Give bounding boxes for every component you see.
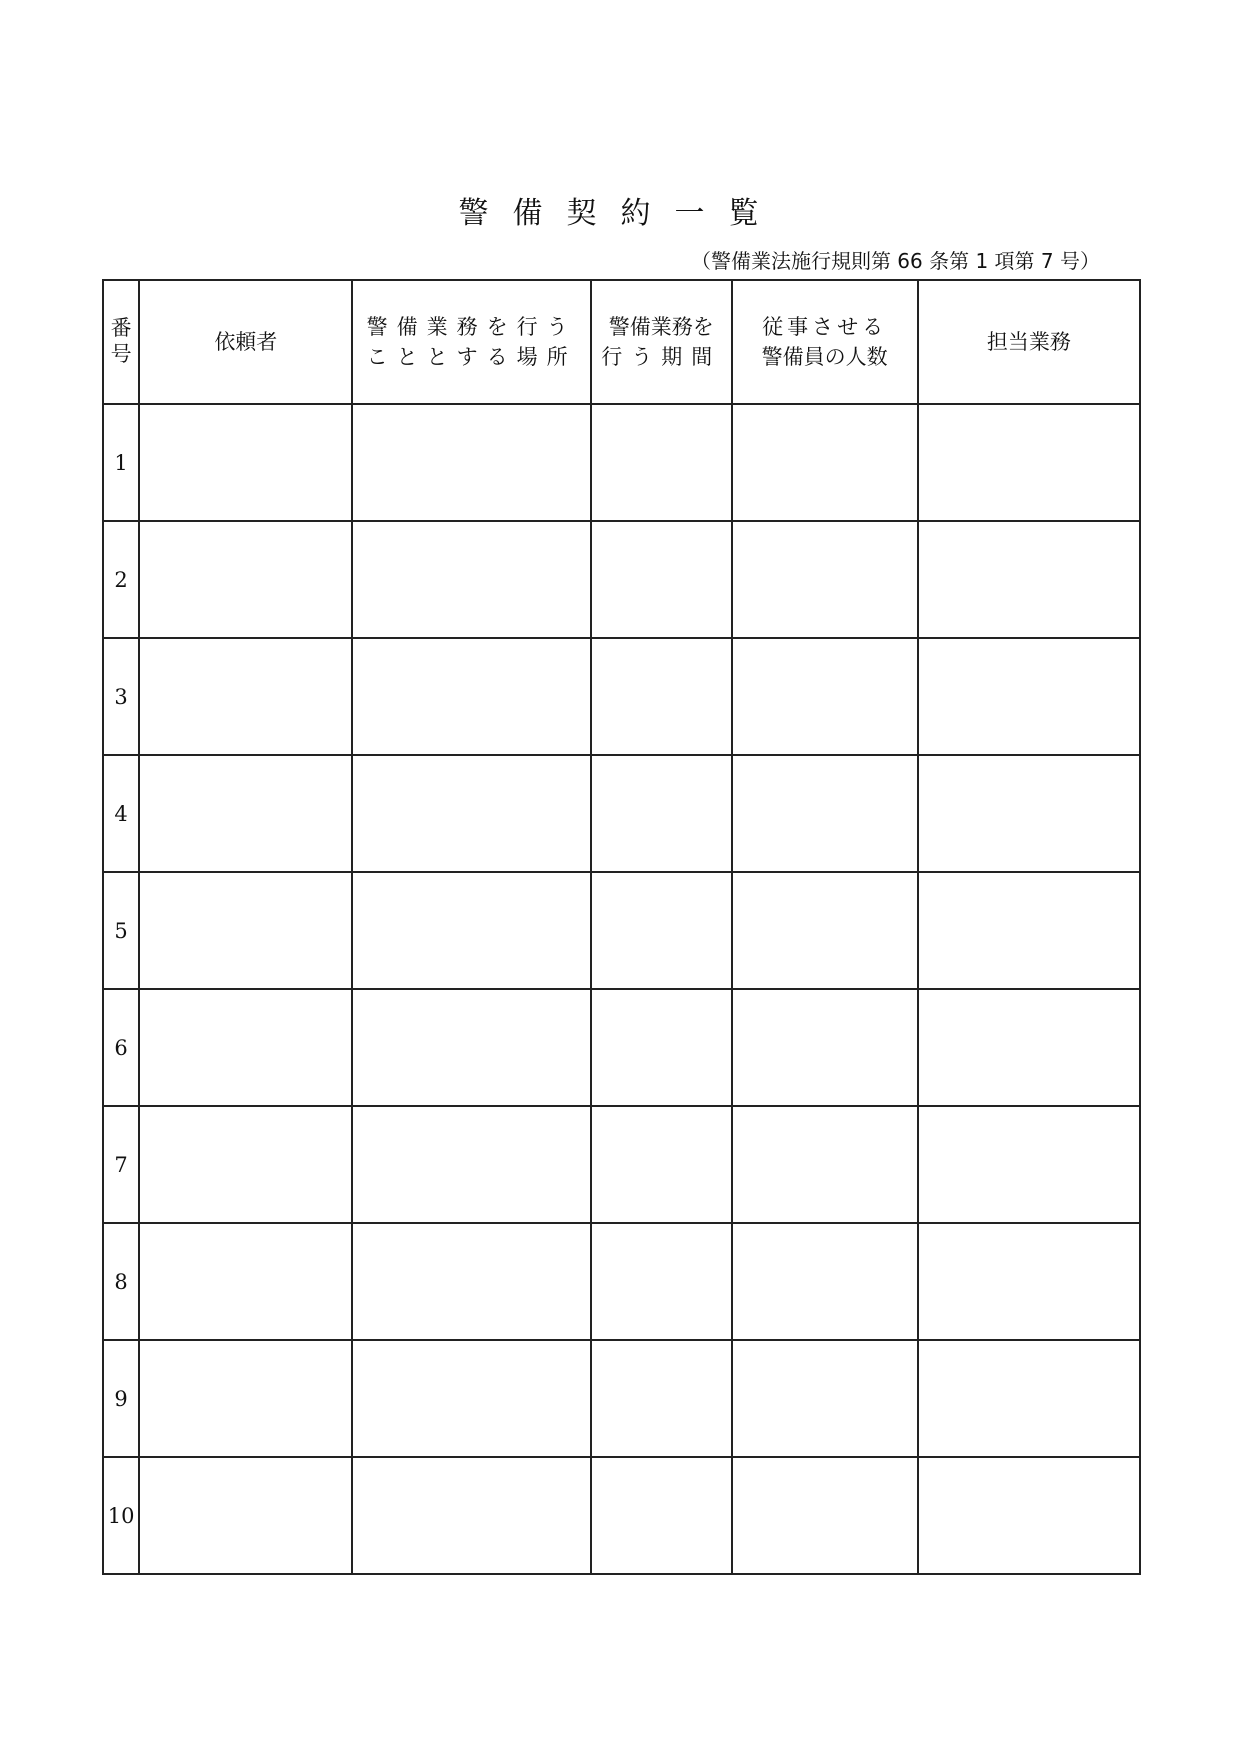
client-cell[interactable] — [139, 1106, 352, 1223]
header-number-label: 番号 — [110, 316, 132, 366]
table-row — [103, 1457, 1140, 1574]
duty-cell[interactable] — [918, 1457, 1140, 1574]
row-number: 4 — [103, 755, 139, 872]
contract-table — [102, 279, 1141, 1575]
duty-cell[interactable] — [918, 1223, 1140, 1340]
client-cell[interactable] — [139, 989, 352, 1106]
duty-cell[interactable] — [918, 638, 1140, 755]
place-cell[interactable] — [352, 989, 590, 1106]
place-cell[interactable] — [352, 1340, 590, 1457]
table-row — [103, 872, 1140, 989]
client-cell[interactable] — [139, 638, 352, 755]
period-cell[interactable] — [591, 1106, 732, 1223]
staff-cell[interactable] — [732, 521, 918, 638]
duty-cell[interactable] — [918, 872, 1140, 989]
table-row — [103, 1106, 1140, 1223]
header-period-line1: 警備業務を — [608, 315, 714, 339]
table-row — [103, 1223, 1140, 1340]
row-number: 1 — [103, 404, 139, 521]
place-cell[interactable] — [352, 872, 590, 989]
header-place-line1: 警備業務を行う — [366, 315, 577, 339]
client-cell[interactable] — [139, 755, 352, 872]
header-place-line2: こととする場所 — [366, 345, 577, 369]
document-title: 警備契約一覧 — [458, 196, 783, 231]
client-cell[interactable] — [139, 1340, 352, 1457]
duty-cell[interactable] — [918, 1340, 1140, 1457]
table-header-row — [103, 280, 1140, 404]
client-cell[interactable] — [139, 404, 352, 521]
row-number: 9 — [103, 1340, 139, 1457]
place-cell[interactable] — [352, 404, 590, 521]
staff-cell[interactable] — [732, 989, 918, 1106]
staff-cell[interactable] — [732, 1106, 918, 1223]
legal-citation: （警備業法施行規則第 66 条第 1 項第 7 号） — [690, 249, 1100, 273]
duty-cell[interactable] — [918, 521, 1140, 638]
table-row — [103, 989, 1140, 1106]
staff-cell[interactable] — [732, 1340, 918, 1457]
duty-cell[interactable] — [918, 989, 1140, 1106]
staff-cell[interactable] — [732, 1223, 918, 1340]
period-cell[interactable] — [591, 404, 732, 521]
table-row — [103, 1340, 1140, 1457]
period-cell[interactable] — [591, 638, 732, 755]
row-number: 3 — [103, 638, 139, 755]
row-number: 8 — [103, 1223, 139, 1340]
header-staff — [732, 280, 918, 404]
staff-cell[interactable] — [732, 755, 918, 872]
staff-cell[interactable] — [732, 638, 918, 755]
place-cell[interactable] — [352, 521, 590, 638]
period-cell[interactable] — [591, 1340, 732, 1457]
staff-cell[interactable] — [732, 1457, 918, 1574]
period-cell[interactable] — [591, 521, 732, 638]
period-cell[interactable] — [591, 989, 732, 1106]
duty-cell[interactable] — [918, 1106, 1140, 1223]
header-client-label: 依頼者 — [214, 330, 278, 354]
period-cell[interactable] — [591, 872, 732, 989]
period-cell[interactable] — [591, 1223, 732, 1340]
period-cell[interactable] — [591, 1457, 732, 1574]
period-cell[interactable] — [591, 755, 732, 872]
header-place — [352, 280, 590, 404]
place-cell[interactable] — [352, 638, 590, 755]
table-row — [103, 404, 1140, 521]
client-cell[interactable] — [139, 872, 352, 989]
staff-cell[interactable] — [732, 404, 918, 521]
header-staff-line1: 従事させる — [762, 315, 888, 339]
header-duty — [918, 280, 1140, 404]
row-number: 7 — [103, 1106, 139, 1223]
duty-cell[interactable] — [918, 755, 1140, 872]
row-number: 5 — [103, 872, 139, 989]
header-client — [139, 280, 352, 404]
place-cell[interactable] — [352, 1223, 590, 1340]
row-number: 6 — [103, 989, 139, 1106]
duty-cell[interactable] — [918, 404, 1140, 521]
header-period-line2: 行う期間 — [601, 345, 722, 369]
header-staff-line2: 警備員の人数 — [761, 345, 888, 369]
staff-cell[interactable] — [732, 872, 918, 989]
client-cell[interactable] — [139, 1223, 352, 1340]
header-duty-label: 担当業務 — [986, 330, 1071, 354]
client-cell[interactable] — [139, 1457, 352, 1574]
place-cell[interactable] — [352, 755, 590, 872]
client-cell[interactable] — [139, 521, 352, 638]
table-row — [103, 755, 1140, 872]
place-cell[interactable] — [352, 1106, 590, 1223]
table-row — [103, 521, 1140, 638]
row-number: 10 — [103, 1457, 139, 1574]
place-cell[interactable] — [352, 1457, 590, 1574]
header-period — [591, 280, 732, 404]
header-number — [103, 280, 139, 404]
row-number: 2 — [103, 521, 139, 638]
table-row — [103, 638, 1140, 755]
